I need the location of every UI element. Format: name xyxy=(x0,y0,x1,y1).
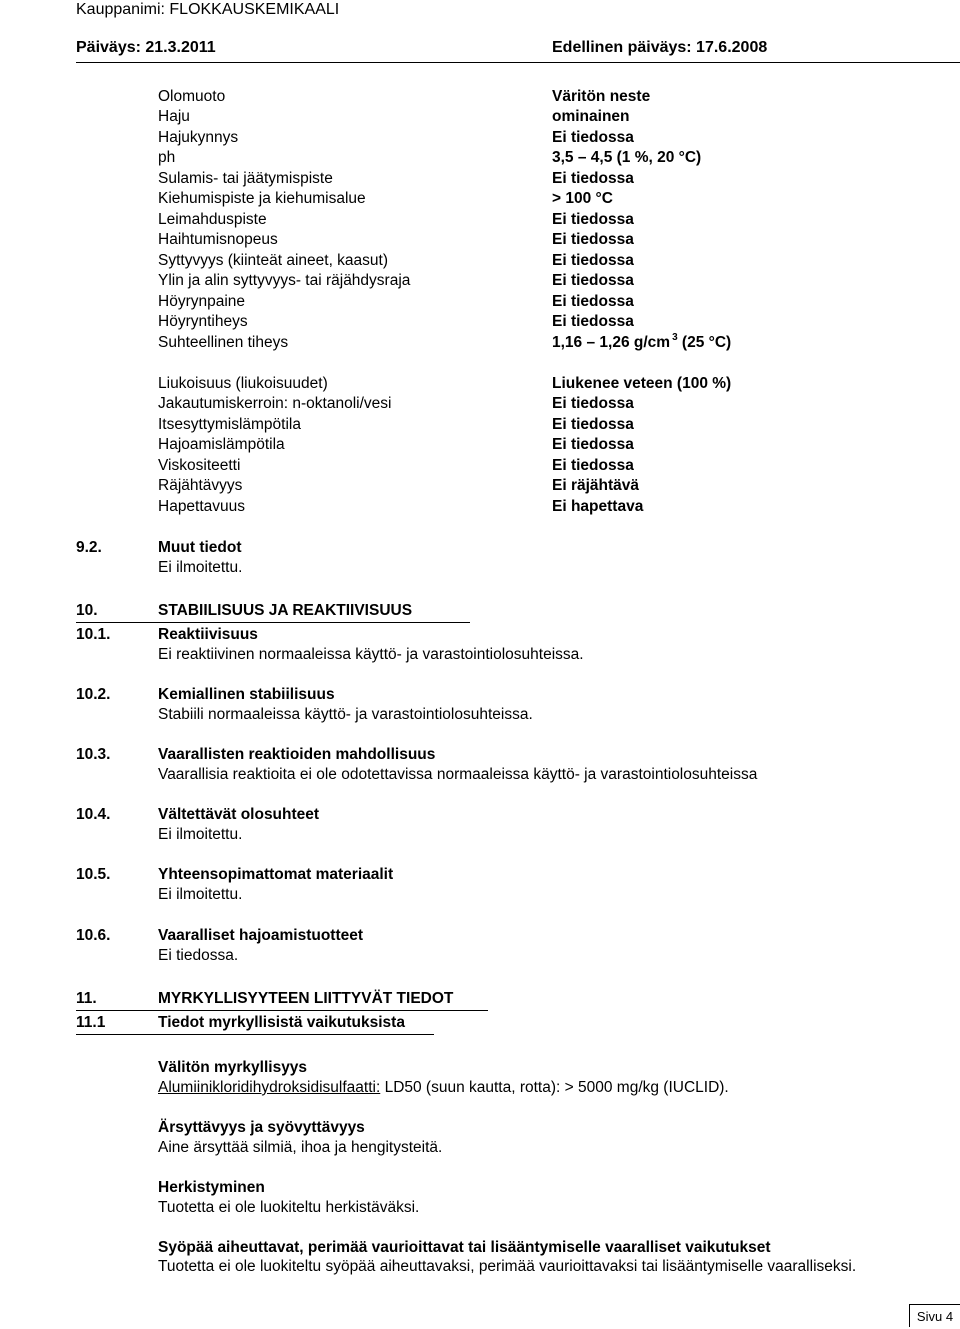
subsection-text: Ei ilmoitettu. xyxy=(158,826,243,843)
subsection-number: 10.2. xyxy=(76,686,111,703)
prop-label: Olomuoto xyxy=(158,88,226,105)
section-heading: STABIILISUUS JA REAKTIIVISUUS xyxy=(158,602,413,619)
subsection-number: 10.3. xyxy=(76,746,111,763)
prop-value: Ei tiedossa xyxy=(552,129,634,146)
subsection-text: Ei ilmoitettu. xyxy=(158,886,243,903)
subsection-title: Kemiallinen stabiilisuus xyxy=(158,686,335,703)
prop-label: Sulamis- tai jäätymispiste xyxy=(158,170,333,187)
subsection-number: 10.6. xyxy=(76,927,111,944)
subsection-text: Vaarallisia reaktioita ei ole odotettavissa normaaleissa käyttö- ja varastointiolosuhteissa xyxy=(158,766,758,783)
block-title: Herkistyminen xyxy=(158,1179,265,1196)
prop-label: Hapettavuus xyxy=(158,498,246,515)
prop-label: Viskositeetti xyxy=(158,457,241,474)
prop-value: Ei tiedossa xyxy=(552,293,634,310)
subsection-title: Tiedot myrkyllisistä vaikutuksista xyxy=(158,1014,405,1031)
document-date: Päiväys: 21.3.2011 xyxy=(76,39,216,56)
ld50-text: LD50 (suun kautta, rotta): > 5000 mg/kg (IUCLID). xyxy=(380,1079,729,1096)
section-title: Muut tiedot xyxy=(158,539,242,556)
block-title: Välitön myrkyllisyys xyxy=(158,1059,308,1076)
prop-value: Ei hapettava xyxy=(552,498,644,515)
block-text: Tuotetta ei ole luokiteltu herkistäväksi. xyxy=(158,1199,420,1216)
section-number: 10. xyxy=(76,602,98,619)
prop-label: Leimahduspiste xyxy=(158,211,267,228)
prop-value: Ei tiedossa xyxy=(552,231,634,248)
header-divider xyxy=(76,62,960,63)
subsection-title: Vaaralliset hajoamistuotteet xyxy=(158,927,364,944)
block-title: Ärsyttävyys ja syövyttävyys xyxy=(158,1119,365,1136)
prop-value: Ei tiedossa xyxy=(552,252,634,269)
prop-value: Ei tiedossa xyxy=(552,457,634,474)
prop-value: Ei tiedossa xyxy=(552,170,634,187)
prop-label: Räjähtävyys xyxy=(158,477,243,494)
substance-name: Alumiinikloridihydroksidisulfaatti: xyxy=(158,1079,381,1096)
subsection-number: 10.1. xyxy=(76,626,111,643)
section-number: 9.2. xyxy=(76,539,102,556)
prop-label: Liukoisuus (liukoisuudet) xyxy=(158,375,328,392)
subsection-number: 11.1 xyxy=(76,1014,106,1031)
subsection-text: Ei reaktiivinen normaaleissa käyttö- ja varastointiolosuhteissa. xyxy=(158,646,584,663)
density-temperature: (25 °C) xyxy=(677,334,732,351)
density-value: 1,16 – 1,26 g/cm xyxy=(552,334,671,351)
subsection-number: 10.5. xyxy=(76,866,111,883)
prop-value: 3,5 – 4,5 (1 %, 20 °C) xyxy=(552,149,702,166)
section-text: Ei ilmoitettu. xyxy=(158,559,243,576)
subsection-text: Stabiili normaaleissa käyttö- ja varastointiolosuhteissa. xyxy=(158,706,533,723)
prop-value: ominainen xyxy=(552,108,630,125)
prop-label: Suhteellinen tiheys xyxy=(158,334,289,351)
block-title: Syöpää aiheuttavat, perimää vaurioittavat tai lisääntymiselle vaaralliset vaikutukset xyxy=(158,1239,771,1256)
page-number: Sivu 4 xyxy=(909,1304,960,1327)
block-text: Aine ärsyttää silmiä, ihoa ja hengitysteitä. xyxy=(158,1139,443,1156)
prop-value: Ei tiedossa xyxy=(552,416,634,433)
subsection-title: Reaktiivisuus xyxy=(158,626,258,643)
prop-label: Hajoamislämpötila xyxy=(158,436,285,453)
prop-value: Ei tiedossa xyxy=(552,436,634,453)
prop-label: Ylin ja alin syttyvyys- tai räjähdysraja xyxy=(158,272,411,289)
prop-value: Väritön neste xyxy=(552,88,651,105)
prop-label: Haihtumisnopeus xyxy=(158,231,278,248)
block-text: Tuotetta ei ole luokiteltu syöpää aiheuttavaksi, perimää vaurioittavaksi tai lisääntymiselle vaaralliseksi. xyxy=(158,1258,857,1275)
prop-value: Ei tiedossa xyxy=(552,395,634,412)
prop-label: Syttyvyys (kiinteät aineet, kaasut) xyxy=(158,252,389,269)
prop-value xyxy=(552,333,731,355)
section-divider xyxy=(76,622,470,623)
prop-label: ph xyxy=(158,149,176,166)
prop-label: Höyryntiheys xyxy=(158,313,248,330)
density-superscript: 3 xyxy=(672,332,678,343)
prop-label: Kiehumispiste ja kiehumisalue xyxy=(158,190,366,207)
subsection-title: Vältettävät olosuhteet xyxy=(158,806,320,823)
prop-value: Ei räjähtävä xyxy=(552,477,640,494)
prop-value: Liukenee veteen (100 %) xyxy=(552,375,732,392)
subsection-title: Vaarallisten reaktioiden mahdollisuus xyxy=(158,746,436,763)
prop-label: Jakautumiskerroin: n-oktanoli/vesi xyxy=(158,395,392,412)
prop-label: Itsesyttymislämpötila xyxy=(158,416,301,433)
section-heading: MYRKYLLISYYTEEN LIITTYVÄT TIEDOT xyxy=(158,990,454,1007)
section-number: 11. xyxy=(76,990,97,1007)
previous-date: Edellinen päiväys: 17.6.2008 xyxy=(552,39,768,56)
subsection-title: Yhteensopimattomat materiaalit xyxy=(158,866,394,883)
section-divider xyxy=(76,1010,488,1011)
prop-label: Haju xyxy=(158,108,190,125)
prop-value: Ei tiedossa xyxy=(552,211,634,228)
subsection-text: Ei tiedossa. xyxy=(158,947,239,964)
block-text xyxy=(158,1078,729,1098)
subsection-divider xyxy=(76,1034,434,1035)
prop-label: Hajukynnys xyxy=(158,129,239,146)
subsection-number: 10.4. xyxy=(76,806,111,823)
prop-value: Ei tiedossa xyxy=(552,313,634,330)
prop-value: > 100 °C xyxy=(552,190,613,207)
prop-label: Höyrynpaine xyxy=(158,293,246,310)
prop-value: Ei tiedossa xyxy=(552,272,634,289)
trade-name: Kauppanimi: FLOKKAUSKEMIKAALI xyxy=(76,1,340,18)
